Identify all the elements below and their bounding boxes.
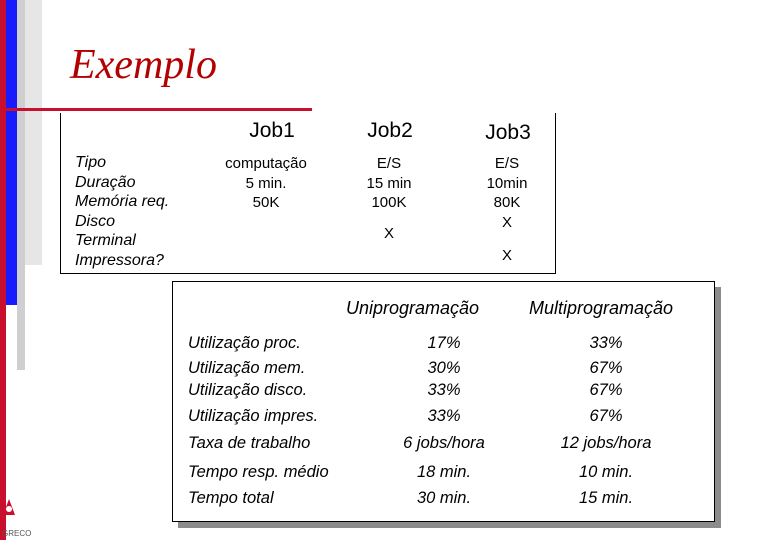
- job3-duracao: 10min: [486, 174, 528, 192]
- job3-impressora: X: [501, 247, 512, 264]
- slide-title: Exemplo: [70, 42, 217, 88]
- decorative-grey-bar: [17, 0, 25, 370]
- row-label-memoria: Memória req.: [75, 193, 170, 210]
- job3-tipo: E/S: [494, 155, 520, 172]
- job2-column: [334, 154, 444, 243]
- job1-header: Job1: [249, 119, 295, 142]
- greco-logo-icon: [0, 497, 18, 517]
- decorative-blue-bar: [6, 0, 17, 305]
- job1-duracao: 5 min.: [245, 174, 287, 192]
- metric-uni: 33%: [427, 381, 461, 399]
- metric-label: Tempo total: [188, 489, 274, 507]
- job3-column: [452, 154, 562, 266]
- job1-column: [211, 154, 321, 213]
- decorative-light-bar: [25, 0, 42, 265]
- job3-header: Job3: [485, 121, 531, 144]
- job2-terminal: X: [383, 224, 394, 242]
- metric-label: Utilização proc.: [188, 334, 301, 352]
- job3-memoria: 80K: [493, 194, 521, 211]
- metric-label: Utilização disco.: [188, 381, 308, 399]
- metric-multi: 67%: [589, 381, 623, 399]
- metric-uni: 30%: [427, 359, 461, 377]
- metric-label: Tempo resp. médio: [188, 463, 329, 481]
- row-label-tipo: Tipo: [75, 154, 106, 171]
- logo-text: GRECO: [2, 529, 32, 538]
- jobs-row-labels: [75, 153, 169, 270]
- metric-label: Utilização mem.: [188, 359, 306, 377]
- metric-multi: 67%: [589, 407, 623, 425]
- metric-multi: 33%: [589, 334, 623, 352]
- job2-memoria: 100K: [371, 194, 407, 211]
- metric-multi: 67%: [589, 359, 623, 377]
- row-label-terminal: Terminal: [75, 232, 136, 249]
- metric-multi: 12 jobs/hora: [560, 434, 652, 452]
- metric-uni: 18 min.: [416, 463, 472, 481]
- row-label-disco: Disco: [75, 212, 116, 230]
- row-label-impressora: Impressora?: [75, 251, 164, 269]
- metric-multi: 15 min.: [578, 489, 634, 507]
- job3-disco: X: [501, 213, 512, 231]
- metric-label: Taxa de trabalho: [188, 434, 311, 452]
- row-label-duracao: Duração: [75, 173, 136, 191]
- metric-uni: 17%: [427, 334, 461, 352]
- multi-header: Multiprogramação: [529, 298, 674, 318]
- metric-uni: 6 jobs/hora: [403, 434, 485, 452]
- job2-header: Job2: [367, 119, 413, 142]
- metric-uni: 33%: [427, 407, 461, 425]
- metric-multi: 10 min.: [578, 463, 634, 481]
- metric-uni: 30 min.: [416, 489, 472, 507]
- uni-header: Uniprogramação: [346, 298, 480, 318]
- job1-memoria: 50K: [252, 194, 280, 211]
- job2-tipo: E/S: [376, 155, 402, 172]
- metric-label: Utilização impres.: [188, 407, 319, 425]
- job1-tipo: computação: [225, 155, 307, 172]
- job2-duracao: 15 min: [366, 174, 412, 192]
- title-underline: [0, 108, 312, 111]
